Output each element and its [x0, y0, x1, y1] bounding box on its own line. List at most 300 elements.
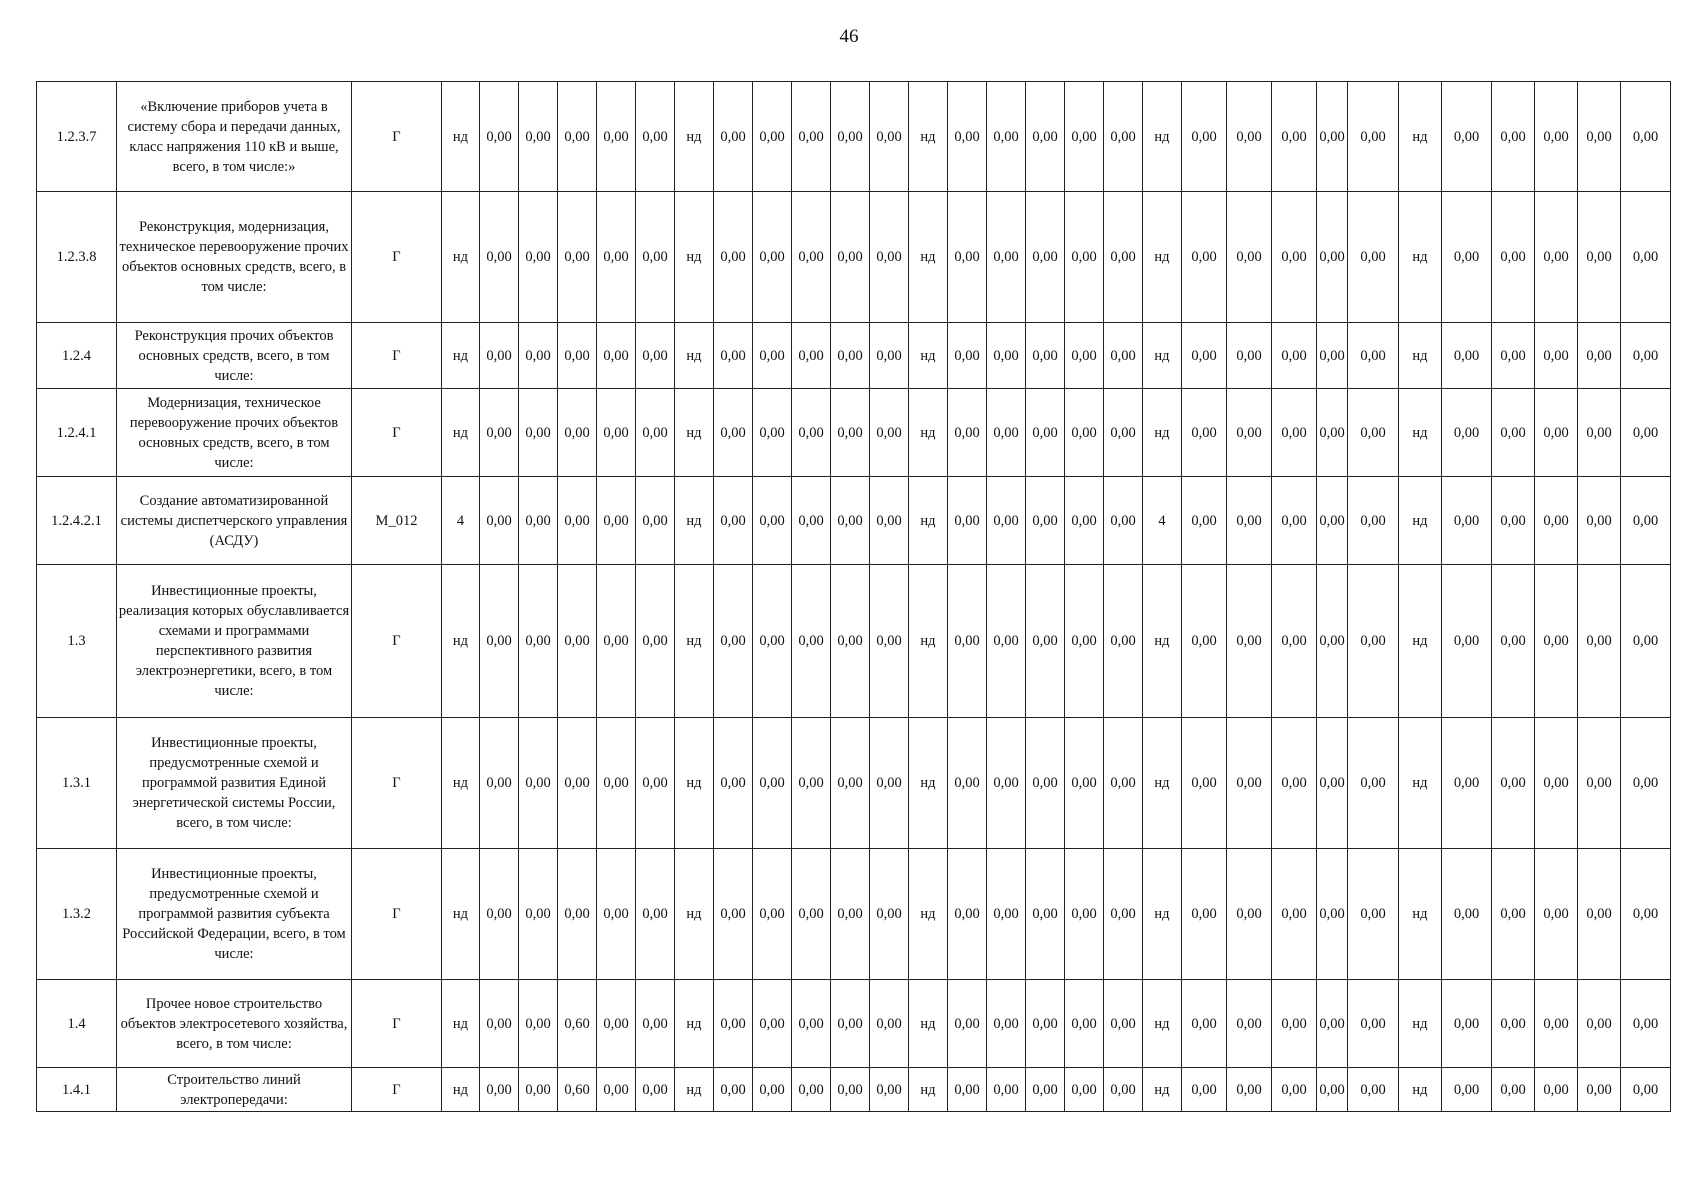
- value-cell: нд: [1143, 849, 1182, 980]
- value-cell: 0,00: [558, 849, 597, 980]
- row-id-cell: Г: [352, 980, 442, 1068]
- value-cell: 0,00: [714, 389, 753, 477]
- value-cell: 0,00: [597, 849, 636, 980]
- value-cell: 0,00: [1227, 477, 1272, 565]
- value-cell: 0,00: [597, 192, 636, 323]
- value-cell: 0,00: [1535, 718, 1578, 849]
- value-cell: 0,00: [558, 192, 597, 323]
- value-cell: 0,00: [519, 82, 558, 192]
- value-cell: 0,00: [558, 389, 597, 477]
- value-cell: 0,00: [1104, 1068, 1143, 1112]
- value-cell: 0,00: [1065, 477, 1104, 565]
- value-cell: 0,00: [636, 389, 675, 477]
- value-cell: 0,00: [1227, 565, 1272, 718]
- value-cell: 0,00: [1492, 565, 1535, 718]
- value-cell: 0,00: [1065, 1068, 1104, 1112]
- value-cell: нд: [1399, 849, 1442, 980]
- value-cell: 0,00: [636, 477, 675, 565]
- value-cell: 0,00: [1535, 1068, 1578, 1112]
- value-cell: 0,00: [987, 389, 1026, 477]
- value-cell: 0,00: [597, 980, 636, 1068]
- value-cell: 0,00: [1442, 82, 1492, 192]
- value-cell: 0,00: [1026, 718, 1065, 849]
- value-cell: 0,00: [1227, 849, 1272, 980]
- value-cell: 0,00: [1348, 477, 1399, 565]
- value-cell: 0,00: [1065, 849, 1104, 980]
- value-cell: нд: [909, 323, 948, 389]
- value-cell: 0,00: [636, 718, 675, 849]
- value-cell: нд: [909, 192, 948, 323]
- value-cell: 0,00: [1065, 980, 1104, 1068]
- value-cell: 0,00: [1348, 565, 1399, 718]
- value-cell: 0,00: [1317, 565, 1348, 718]
- value-cell: 0,00: [753, 718, 792, 849]
- value-cell: 0,00: [1621, 1068, 1671, 1112]
- value-cell: 0,00: [1348, 192, 1399, 323]
- value-cell: 0,00: [753, 389, 792, 477]
- value-cell: 0,00: [636, 565, 675, 718]
- value-cell: 0,00: [1065, 565, 1104, 718]
- value-cell: 0,00: [792, 1068, 831, 1112]
- value-cell: 0,00: [1578, 1068, 1621, 1112]
- row-id-cell: Г: [352, 389, 442, 477]
- investment-table: [36, 81, 1671, 1112]
- value-cell: 0,00: [1227, 389, 1272, 477]
- table-row: [37, 192, 1671, 323]
- value-cell: нд: [909, 980, 948, 1068]
- value-cell: 0,00: [1621, 718, 1671, 849]
- value-cell: 0,00: [1227, 323, 1272, 389]
- value-cell: 0,00: [1535, 323, 1578, 389]
- value-cell: нд: [442, 565, 480, 718]
- table-row: [37, 849, 1671, 980]
- value-cell: 0,00: [1578, 192, 1621, 323]
- value-cell: 0,00: [1621, 82, 1671, 192]
- value-cell: нд: [1399, 192, 1442, 323]
- value-cell: нд: [675, 477, 714, 565]
- value-cell: 0,00: [1227, 718, 1272, 849]
- value-cell: нд: [909, 477, 948, 565]
- value-cell: нд: [1399, 980, 1442, 1068]
- value-cell: 0,00: [948, 192, 987, 323]
- value-cell: 0,00: [1535, 477, 1578, 565]
- value-cell: 0,00: [714, 192, 753, 323]
- value-cell: 0,00: [1182, 389, 1227, 477]
- value-cell: нд: [1399, 565, 1442, 718]
- row-code-cell: 1.2.3.7: [37, 82, 117, 192]
- value-cell: 0,00: [1317, 1068, 1348, 1112]
- value-cell: 0,00: [948, 565, 987, 718]
- value-cell: 0,00: [1535, 192, 1578, 323]
- value-cell: нд: [1143, 565, 1182, 718]
- value-cell: 0,00: [597, 389, 636, 477]
- value-cell: 0,00: [1578, 565, 1621, 718]
- row-id-cell: Г: [352, 1068, 442, 1112]
- value-cell: 0,00: [1492, 477, 1535, 565]
- value-cell: 0,00: [948, 980, 987, 1068]
- value-cell: 0,00: [480, 980, 519, 1068]
- value-cell: 0,00: [1065, 389, 1104, 477]
- value-cell: 0,00: [831, 389, 870, 477]
- row-code-cell: 1.3.1: [37, 718, 117, 849]
- row-code-cell: 1.3: [37, 565, 117, 718]
- value-cell: 0,00: [519, 323, 558, 389]
- value-cell: 0,00: [519, 389, 558, 477]
- value-cell: нд: [442, 1068, 480, 1112]
- row-name-cell: Реконструкция, модернизация, техническое перевооружение прочих объектов основных средств, всего, в том числе:: [117, 192, 352, 323]
- row-id-cell: Г: [352, 718, 442, 849]
- value-cell: 0,00: [597, 323, 636, 389]
- value-cell: 0,00: [948, 849, 987, 980]
- value-cell: 0,00: [1227, 82, 1272, 192]
- value-cell: 0,00: [1104, 82, 1143, 192]
- value-cell: нд: [1143, 1068, 1182, 1112]
- value-cell: 0,00: [1492, 718, 1535, 849]
- row-code-cell: 1.3.2: [37, 849, 117, 980]
- value-cell: 0,00: [1621, 389, 1671, 477]
- value-cell: 0,00: [1182, 82, 1227, 192]
- value-cell: 0,00: [1104, 718, 1143, 849]
- value-cell: нд: [1143, 323, 1182, 389]
- value-cell: 0,00: [519, 1068, 558, 1112]
- value-cell: 0,00: [792, 718, 831, 849]
- value-cell: 0,00: [1065, 82, 1104, 192]
- value-cell: 0,00: [753, 849, 792, 980]
- value-cell: нд: [1399, 389, 1442, 477]
- value-cell: 0,00: [1317, 849, 1348, 980]
- row-id-cell: Г: [352, 565, 442, 718]
- value-cell: 0,00: [1182, 718, 1227, 849]
- value-cell: нд: [1399, 82, 1442, 192]
- value-cell: 0,00: [987, 323, 1026, 389]
- value-cell: 0,00: [753, 477, 792, 565]
- value-cell: 0,00: [1442, 980, 1492, 1068]
- value-cell: 0,00: [753, 980, 792, 1068]
- table-row: [37, 477, 1671, 565]
- value-cell: 0,00: [1492, 389, 1535, 477]
- value-cell: 0,00: [636, 980, 675, 1068]
- value-cell: 0,00: [1621, 849, 1671, 980]
- value-cell: 0,00: [1182, 980, 1227, 1068]
- value-cell: 0,00: [1442, 477, 1492, 565]
- value-cell: 0,00: [987, 849, 1026, 980]
- value-cell: 0,00: [987, 718, 1026, 849]
- page-number: 46: [839, 26, 859, 47]
- value-cell: 0,00: [987, 82, 1026, 192]
- table-row: [37, 389, 1671, 477]
- row-code-cell: 1.2.3.8: [37, 192, 117, 323]
- value-cell: 0,00: [558, 323, 597, 389]
- value-cell: нд: [1399, 323, 1442, 389]
- value-cell: 0,00: [831, 565, 870, 718]
- value-cell: 0,00: [519, 477, 558, 565]
- value-cell: нд: [909, 849, 948, 980]
- value-cell: 0,00: [1272, 565, 1317, 718]
- value-cell: 0,00: [1442, 323, 1492, 389]
- value-cell: 0,00: [1272, 980, 1317, 1068]
- row-id-cell: M_012: [352, 477, 442, 565]
- value-cell: нд: [675, 980, 714, 1068]
- value-cell: 0,00: [792, 82, 831, 192]
- value-cell: 0,00: [1272, 1068, 1317, 1112]
- value-cell: 0,00: [1026, 389, 1065, 477]
- value-cell: 0,00: [1317, 323, 1348, 389]
- row-name-cell: «Включение приборов учета в систему сбора и передачи данных, класс напряжения 110 кВ и выше, всего, в том числе:»: [117, 82, 352, 192]
- value-cell: 0,00: [1026, 323, 1065, 389]
- value-cell: 0,00: [519, 980, 558, 1068]
- value-cell: 0,00: [1535, 389, 1578, 477]
- value-cell: 0,00: [1348, 82, 1399, 192]
- row-name-cell: Создание автоматизированной системы диспетчерского управления (АСДУ): [117, 477, 352, 565]
- value-cell: 0,00: [792, 477, 831, 565]
- value-cell: 0,00: [480, 192, 519, 323]
- value-cell: 0,60: [558, 980, 597, 1068]
- table-row: [37, 323, 1671, 389]
- value-cell: 0,00: [1535, 565, 1578, 718]
- value-cell: 0,00: [831, 980, 870, 1068]
- value-cell: 0,00: [870, 477, 909, 565]
- value-cell: нд: [442, 718, 480, 849]
- value-cell: 0,00: [1026, 980, 1065, 1068]
- value-cell: 0,00: [636, 849, 675, 980]
- value-cell: 0,00: [1492, 849, 1535, 980]
- value-cell: 0,00: [1535, 980, 1578, 1068]
- value-cell: 0,60: [558, 1068, 597, 1112]
- value-cell: 0,00: [870, 718, 909, 849]
- row-name-cell: Инвестиционные проекты, реализация которых обуславливается схемами и программами перспективного развития электроэнергетики, всего, в том числе:: [117, 565, 352, 718]
- value-cell: 0,00: [948, 477, 987, 565]
- value-cell: 0,00: [792, 192, 831, 323]
- value-cell: нд: [675, 82, 714, 192]
- value-cell: 0,00: [870, 389, 909, 477]
- value-cell: 0,00: [870, 849, 909, 980]
- value-cell: 0,00: [870, 323, 909, 389]
- value-cell: 0,00: [1104, 477, 1143, 565]
- value-cell: 0,00: [1104, 980, 1143, 1068]
- value-cell: 0,00: [714, 565, 753, 718]
- value-cell: 0,00: [636, 323, 675, 389]
- value-cell: 0,00: [1621, 565, 1671, 718]
- value-cell: 0,00: [480, 849, 519, 980]
- row-code-cell: 1.4.1: [37, 1068, 117, 1112]
- value-cell: 0,00: [831, 477, 870, 565]
- value-cell: 0,00: [1227, 980, 1272, 1068]
- value-cell: 0,00: [1182, 849, 1227, 980]
- table-row: [37, 565, 1671, 718]
- value-cell: нд: [675, 192, 714, 323]
- value-cell: 0,00: [870, 980, 909, 1068]
- value-cell: 0,00: [1621, 477, 1671, 565]
- value-cell: нд: [1143, 980, 1182, 1068]
- value-cell: нд: [675, 323, 714, 389]
- value-cell: 0,00: [519, 192, 558, 323]
- value-cell: 0,00: [1317, 477, 1348, 565]
- value-cell: 0,00: [870, 82, 909, 192]
- value-cell: 0,00: [1272, 82, 1317, 192]
- row-code-cell: 1.2.4.2.1: [37, 477, 117, 565]
- value-cell: 0,00: [1317, 192, 1348, 323]
- value-cell: 0,00: [480, 389, 519, 477]
- value-cell: 0,00: [1104, 849, 1143, 980]
- value-cell: 0,00: [870, 192, 909, 323]
- value-cell: нд: [1143, 192, 1182, 323]
- value-cell: нд: [442, 849, 480, 980]
- value-cell: 0,00: [831, 323, 870, 389]
- value-cell: нд: [1399, 477, 1442, 565]
- value-cell: 0,00: [831, 82, 870, 192]
- value-cell: нд: [675, 849, 714, 980]
- value-cell: 0,00: [987, 980, 1026, 1068]
- value-cell: 0,00: [831, 849, 870, 980]
- value-cell: 0,00: [714, 1068, 753, 1112]
- value-cell: нд: [442, 389, 480, 477]
- value-cell: нд: [909, 389, 948, 477]
- value-cell: нд: [1399, 718, 1442, 849]
- value-cell: 0,00: [1272, 389, 1317, 477]
- value-cell: нд: [442, 980, 480, 1068]
- value-cell: 0,00: [1026, 1068, 1065, 1112]
- row-name-cell: Прочее новое строительство объектов электросетевого хозяйства, всего, в том числе:: [117, 980, 352, 1068]
- value-cell: 0,00: [1621, 192, 1671, 323]
- value-cell: 0,00: [1272, 323, 1317, 389]
- value-cell: 0,00: [1621, 323, 1671, 389]
- row-id-cell: Г: [352, 192, 442, 323]
- row-id-cell: Г: [352, 849, 442, 980]
- value-cell: нд: [909, 82, 948, 192]
- value-cell: 0,00: [1104, 565, 1143, 718]
- value-cell: 0,00: [792, 323, 831, 389]
- value-cell: 0,00: [636, 1068, 675, 1112]
- value-cell: 0,00: [1442, 565, 1492, 718]
- value-cell: нд: [909, 565, 948, 718]
- value-cell: 0,00: [1578, 980, 1621, 1068]
- value-cell: 0,00: [480, 477, 519, 565]
- table-row: [37, 718, 1671, 849]
- value-cell: 0,00: [1348, 323, 1399, 389]
- row-code-cell: 1.2.4: [37, 323, 117, 389]
- value-cell: 0,00: [480, 718, 519, 849]
- value-cell: 0,00: [714, 849, 753, 980]
- value-cell: 0,00: [1026, 477, 1065, 565]
- value-cell: 0,00: [1272, 477, 1317, 565]
- value-cell: 0,00: [597, 82, 636, 192]
- value-cell: 0,00: [1492, 1068, 1535, 1112]
- value-cell: 0,00: [1317, 718, 1348, 849]
- table-row: [37, 980, 1671, 1068]
- row-name-cell: Инвестиционные проекты, предусмотренные схемой и программой развития Единой энергетической системы России, всего, в том числе:: [117, 718, 352, 849]
- row-id-cell: Г: [352, 323, 442, 389]
- value-cell: нд: [1143, 718, 1182, 849]
- value-cell: 0,00: [1227, 1068, 1272, 1112]
- value-cell: 0,00: [1442, 718, 1492, 849]
- value-cell: 0,00: [792, 565, 831, 718]
- value-cell: 0,00: [1492, 82, 1535, 192]
- value-cell: 0,00: [1348, 849, 1399, 980]
- value-cell: 0,00: [987, 477, 1026, 565]
- value-cell: 0,00: [1492, 192, 1535, 323]
- value-cell: 0,00: [870, 1068, 909, 1112]
- value-cell: 0,00: [1492, 980, 1535, 1068]
- value-cell: 0,00: [1348, 718, 1399, 849]
- value-cell: 0,00: [597, 718, 636, 849]
- value-cell: 0,00: [987, 1068, 1026, 1112]
- row-id-cell: Г: [352, 82, 442, 192]
- row-name-cell: Модернизация, техническое перевооружение прочих объектов основных средств, всего, в том числе:: [117, 389, 352, 477]
- value-cell: нд: [442, 192, 480, 323]
- value-cell: 0,00: [558, 477, 597, 565]
- value-cell: нд: [675, 1068, 714, 1112]
- value-cell: 0,00: [558, 82, 597, 192]
- value-cell: 0,00: [558, 565, 597, 718]
- value-cell: 0,00: [1182, 477, 1227, 565]
- value-cell: 0,00: [597, 477, 636, 565]
- value-cell: 0,00: [831, 1068, 870, 1112]
- value-cell: нд: [1143, 82, 1182, 192]
- value-cell: 0,00: [636, 82, 675, 192]
- value-cell: 0,00: [1104, 389, 1143, 477]
- value-cell: 0,00: [831, 718, 870, 849]
- value-cell: 0,00: [1535, 82, 1578, 192]
- value-cell: 0,00: [1182, 565, 1227, 718]
- value-cell: 0,00: [1578, 849, 1621, 980]
- value-cell: 0,00: [1578, 82, 1621, 192]
- value-cell: 0,00: [1065, 718, 1104, 849]
- value-cell: 0,00: [948, 82, 987, 192]
- value-cell: 0,00: [1104, 192, 1143, 323]
- row-name-cell: Строительство линий электропередачи:: [117, 1068, 352, 1112]
- value-cell: 0,00: [948, 323, 987, 389]
- row-name-cell: Инвестиционные проекты, предусмотренные схемой и программой развития субъекта Российской Федерации, всего, в том числе:: [117, 849, 352, 980]
- table-row: [37, 1068, 1671, 1112]
- value-cell: 0,00: [948, 1068, 987, 1112]
- value-cell: 0,00: [1182, 1068, 1227, 1112]
- value-cell: 0,00: [714, 477, 753, 565]
- value-cell: 0,00: [714, 82, 753, 192]
- value-cell: 0,00: [1535, 849, 1578, 980]
- value-cell: 0,00: [1578, 718, 1621, 849]
- value-cell: 0,00: [1442, 849, 1492, 980]
- table-row: [37, 82, 1671, 192]
- value-cell: 0,00: [1578, 477, 1621, 565]
- value-cell: нд: [442, 323, 480, 389]
- value-cell: 0,00: [753, 565, 792, 718]
- value-cell: 0,00: [948, 389, 987, 477]
- value-cell: 0,00: [792, 849, 831, 980]
- value-cell: 0,00: [987, 192, 1026, 323]
- row-name-cell: Реконструкция прочих объектов основных средств, всего, в том числе:: [117, 323, 352, 389]
- value-cell: 0,00: [1227, 192, 1272, 323]
- value-cell: 0,00: [1026, 565, 1065, 718]
- value-cell: 0,00: [714, 718, 753, 849]
- value-cell: 0,00: [1026, 849, 1065, 980]
- value-cell: 0,00: [480, 1068, 519, 1112]
- value-cell: 0,00: [1578, 389, 1621, 477]
- value-cell: 0,00: [1272, 718, 1317, 849]
- value-cell: 0,00: [1348, 389, 1399, 477]
- value-cell: 0,00: [1065, 323, 1104, 389]
- value-cell: 0,00: [558, 718, 597, 849]
- value-cell: 4: [1143, 477, 1182, 565]
- value-cell: 0,00: [636, 192, 675, 323]
- value-cell: нд: [675, 389, 714, 477]
- value-cell: 0,00: [1026, 82, 1065, 192]
- value-cell: 0,00: [480, 323, 519, 389]
- value-cell: 0,00: [1317, 389, 1348, 477]
- value-cell: 0,00: [753, 192, 792, 323]
- value-cell: 0,00: [1442, 389, 1492, 477]
- value-cell: 0,00: [519, 849, 558, 980]
- value-cell: 0,00: [1272, 192, 1317, 323]
